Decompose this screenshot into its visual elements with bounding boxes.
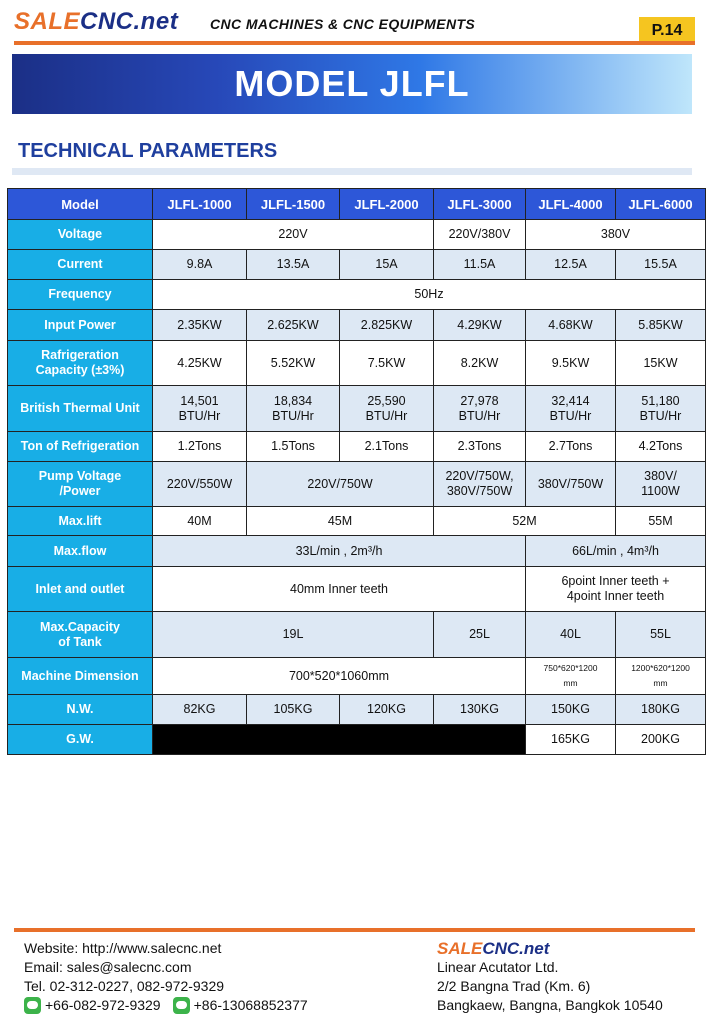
cell-btu <box>340 386 434 432</box>
model-banner <box>12 54 692 114</box>
cell-dimension <box>616 658 706 695</box>
inlet-line: 6point Inner teeth + <box>561 574 670 588</box>
cell-input-power: 4.29KW <box>434 310 526 341</box>
cell-nw: 82KG <box>153 695 247 725</box>
cell-current: 13.5A <box>247 250 340 280</box>
row-label-max-flow: Max.flow <box>8 536 153 567</box>
cell-inlet-outlet <box>526 567 706 612</box>
table-row-current <box>8 250 706 280</box>
section-divider <box>12 168 692 175</box>
row-label-frequency: Frequency <box>8 280 153 310</box>
label-line: /Power <box>59 484 101 498</box>
cell-refrigeration: 9.5KW <box>526 341 616 386</box>
btu-unit: BTU/Hr <box>365 408 408 423</box>
row-label-ton-of-refrigeration: Ton of Refrigeration <box>8 432 153 462</box>
label-line: Pump Voltage <box>38 469 122 483</box>
row-label-nw: N.W. <box>8 695 153 725</box>
table-row-inlet-outlet <box>8 567 706 612</box>
technical-parameters-table <box>7 188 706 755</box>
cell-dimension: 700*520*1060mm <box>153 658 526 695</box>
btu-value: 25,590 <box>367 393 406 408</box>
cell-pump: 220V/550W <box>153 462 247 507</box>
cell-input-power: 2.625KW <box>247 310 340 341</box>
cell-ton: 2.7Tons <box>526 432 616 462</box>
cell-current: 12.5A <box>526 250 616 280</box>
btu-unit: BTU/Hr <box>458 408 501 423</box>
table-row-nw <box>8 695 706 725</box>
header-divider <box>14 41 695 45</box>
btu-value: 18,834 <box>273 393 313 408</box>
footer-messaging <box>24 996 308 1015</box>
table-row-ton-of-refrigeration <box>8 432 706 462</box>
cell-gw: 200KG <box>616 725 706 755</box>
cell-ton: 1.2Tons <box>153 432 247 462</box>
cell-gw: 165KG <box>526 725 616 755</box>
table-row-gw <box>8 725 706 755</box>
dimension-line: mm <box>653 678 668 688</box>
cell-max-lift: 52M <box>434 507 616 536</box>
header-cell-jlfl-1500: JLFL-1500 <box>247 189 340 220</box>
cell-inlet-outlet: 40mm Inner teeth <box>153 567 526 612</box>
label-line: Rafrigeration <box>41 348 119 362</box>
cell-ton: 1.5Tons <box>247 432 340 462</box>
cell-input-power: 2.35KW <box>153 310 247 341</box>
cell-tank: 55L <box>616 612 706 658</box>
cell-refrigeration: 7.5KW <box>340 341 434 386</box>
header-tagline: CNC MACHINES & CNC EQUIPMENTS <box>210 16 476 32</box>
cell-nw: 150KG <box>526 695 616 725</box>
inlet-line: 4point Inner teeth <box>566 589 665 603</box>
cell-max-flow: 33L/min , 2m³/h <box>153 536 526 567</box>
pump-line: 1100W <box>641 484 680 498</box>
footer-logo-cnc: CNC.net <box>482 939 550 958</box>
cell-input-power: 4.68KW <box>526 310 616 341</box>
cell-ton: 2.3Tons <box>434 432 526 462</box>
cell-max-flow: 66L/min , 4m³/h <box>526 536 706 567</box>
label-line: Capacity (±3%) <box>35 363 125 377</box>
table-row-max-lift <box>8 507 706 536</box>
footer-email[interactable]: Email: sales@salecnc.com <box>24 959 192 975</box>
table-row-max-flow <box>8 536 706 567</box>
footer-wechat-number: +86-13068852377 <box>193 997 308 1013</box>
footer-logo-sale: SALE <box>437 939 483 958</box>
cell-gw-redacted <box>153 725 526 755</box>
table-row-frequency <box>8 280 706 310</box>
footer-address-line2: Bangkaew, Bangna, Bangkok 10540 <box>437 997 663 1013</box>
header-cell-jlfl-3000: JLFL-3000 <box>434 189 526 220</box>
cell-nw: 120KG <box>340 695 434 725</box>
row-label-voltage: Voltage <box>8 220 153 250</box>
cell-btu <box>247 386 340 432</box>
dimension-line: 1200*620*1200 <box>631 663 690 673</box>
header-cell-jlfl-4000: JLFL-4000 <box>526 189 616 220</box>
table-row-refrigeration-capacity <box>8 341 706 386</box>
row-label-tank-capacity <box>8 612 153 658</box>
cell-current: 15.5A <box>616 250 706 280</box>
page-number: P.14 <box>639 17 695 45</box>
footer-company <box>437 939 663 1015</box>
cell-btu <box>616 386 706 432</box>
cell-pump <box>434 462 526 507</box>
cell-btu <box>526 386 616 432</box>
cell-pump: 220V/750W <box>247 462 434 507</box>
cell-refrigeration: 15KW <box>616 341 706 386</box>
btu-value: 27,978 <box>460 393 499 408</box>
logo-cnc-text: CNC.net <box>80 8 179 35</box>
footer-contact <box>24 939 308 1015</box>
row-label-pump <box>8 462 153 507</box>
cell-btu <box>153 386 247 432</box>
footer-company-name: Linear Acutator Ltd. <box>437 959 559 975</box>
cell-voltage-380v: 380V <box>526 220 706 250</box>
header-cell-model: Model <box>8 189 153 220</box>
label-line: Max.Capacity <box>40 619 120 634</box>
label-line: of Tank <box>58 634 102 649</box>
pump-line: 380V/750W <box>446 484 513 498</box>
btu-unit: BTU/Hr <box>639 408 682 423</box>
cell-current: 9.8A <box>153 250 247 280</box>
header-cell-jlfl-6000: JLFL-6000 <box>616 189 706 220</box>
row-label-gw: G.W. <box>8 725 153 755</box>
cell-frequency: 50Hz <box>153 280 706 310</box>
btu-value: 32,414 <box>551 393 590 408</box>
cell-max-lift: 45M <box>247 507 434 536</box>
row-label-inlet-outlet: Inlet and outlet <box>8 567 153 612</box>
footer-line-number: +66-082-972-9329 <box>45 997 161 1013</box>
salecnc-logo <box>14 8 178 36</box>
row-label-current: Current <box>8 250 153 280</box>
cell-refrigeration: 5.52KW <box>247 341 340 386</box>
table-row-input-power <box>8 310 706 341</box>
table-row-btu <box>8 386 706 432</box>
cell-max-lift: 55M <box>616 507 706 536</box>
table-row-machine-dimension <box>8 658 706 695</box>
cell-btu <box>434 386 526 432</box>
wechat-icon <box>173 997 190 1014</box>
row-label-input-power: Input Power <box>8 310 153 341</box>
row-label-refrigeration-capacity <box>8 341 153 386</box>
cell-nw: 180KG <box>616 695 706 725</box>
row-label-machine-dimension: Machine Dimension <box>8 658 153 695</box>
footer-logo <box>437 939 663 958</box>
table-row-tank-capacity <box>8 612 706 658</box>
btu-unit: BTU/Hr <box>178 408 221 423</box>
model-title: MODEL JLFL <box>234 63 470 104</box>
btu-unit: BTU/Hr <box>549 408 592 423</box>
cell-pump: 380V/750W <box>526 462 616 507</box>
footer-tel: Tel. 02-312-0227, 082-972-9329 <box>24 978 225 994</box>
cell-current: 15A <box>340 250 434 280</box>
cell-refrigeration: 8.2KW <box>434 341 526 386</box>
table-row-voltage <box>8 220 706 250</box>
cell-refrigeration: 4.25KW <box>153 341 247 386</box>
cell-tank: 40L <box>526 612 616 658</box>
btu-value: 51,180 <box>641 393 680 408</box>
cell-tank: 25L <box>434 612 526 658</box>
dimension-line: 750*620*1200 <box>543 663 598 673</box>
row-label-btu: British Thermal Unit <box>8 386 153 432</box>
page-header <box>0 0 712 46</box>
dimension-line: mm <box>563 678 578 688</box>
section-title: TECHNICAL PARAMETERS <box>18 140 278 162</box>
cell-max-lift: 40M <box>153 507 247 536</box>
row-label-max-lift: Max.lift <box>8 507 153 536</box>
cell-voltage-220-380v: 220V/380V <box>434 220 526 250</box>
logo-sale-text: SALE <box>14 8 81 35</box>
cell-tank: 19L <box>153 612 434 658</box>
cell-dimension <box>526 658 616 695</box>
cell-voltage-220v: 220V <box>153 220 434 250</box>
pump-line: 380V/ <box>644 469 677 483</box>
cell-pump <box>616 462 706 507</box>
btu-value: 14,501 <box>180 393 219 408</box>
cell-ton: 2.1Tons <box>340 432 434 462</box>
pump-line: 220V/750W, <box>445 469 514 483</box>
cell-input-power: 2.825KW <box>340 310 434 341</box>
header-cell-jlfl-2000: JLFL-2000 <box>340 189 434 220</box>
cell-nw: 130KG <box>434 695 526 725</box>
cell-nw: 105KG <box>247 695 340 725</box>
cell-current: 11.5A <box>434 250 526 280</box>
footer-website[interactable]: Website: http://www.salecnc.net <box>24 940 222 956</box>
btu-unit: BTU/Hr <box>272 408 314 423</box>
table-header-row <box>8 189 706 220</box>
cell-ton: 4.2Tons <box>616 432 706 462</box>
footer-divider <box>14 928 695 932</box>
line-app-icon <box>24 997 41 1014</box>
header-cell-jlfl-1000: JLFL-1000 <box>153 189 247 220</box>
cell-input-power: 5.85KW <box>616 310 706 341</box>
footer-address-line1: 2/2 Bangna Trad (Km. 6) <box>437 978 591 994</box>
table-row-pump <box>8 462 706 507</box>
